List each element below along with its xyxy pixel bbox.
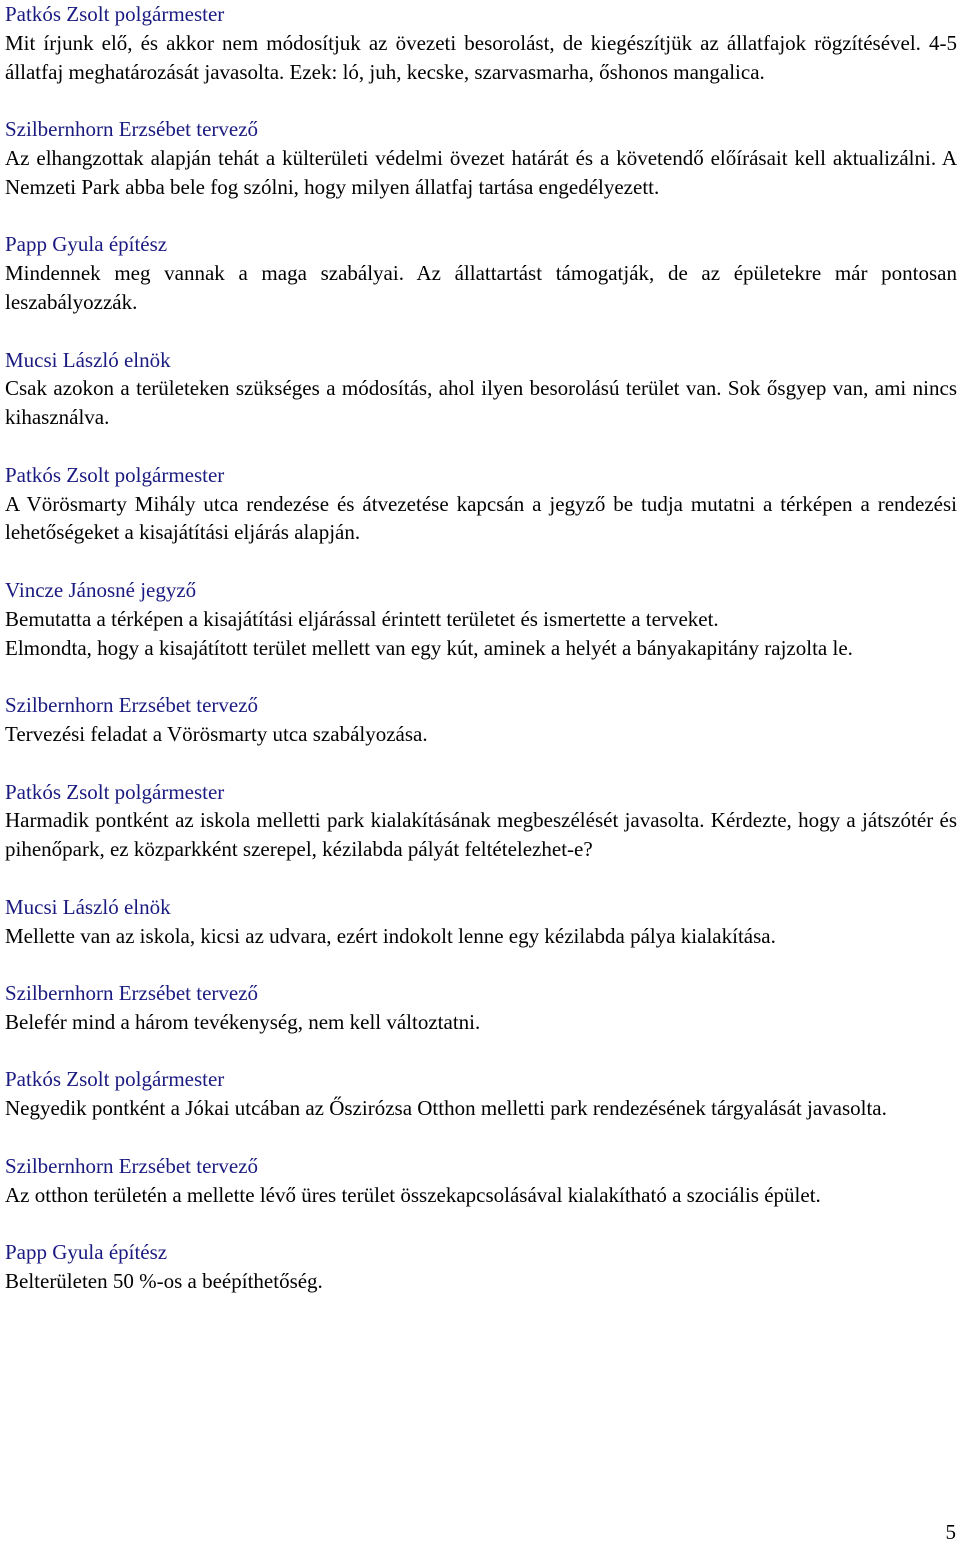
minutes-page [5,0,957,1325]
speech-text: Mit írjunk elő, és akkor nem módosítjuk az övezeti besorolást, de kiegészítjük az állatfajok rögzítésével. 4-5 állatfaj meghatározását javasolta. Ezek: ló, juh, kecske, szarvasmarha, őshonos mangalica. [5,30,957,84]
minutes-entry [5,576,957,662]
speaker-name: Patkós Zsolt polgármester [5,1067,225,1092]
speaker-name: Szilbernhorn Erzsébet tervező [5,693,259,718]
minutes-entry [5,230,957,316]
speech-text: Harmadik pontként az iskola melletti park kialakításának megbeszélését javasolta. Kérdezte, hogy a játszótér és pihenőpark, ez közparkként szerepel, kézilabda pályát feltételezhet-e? [5,808,957,862]
speech-text: Tervezési feladat a Vörösmarty utca szabályozása. [5,721,428,746]
speaker-name: Papp Gyula építész [5,1240,168,1265]
speaker-name: Vincze Jánosné jegyző [5,577,197,602]
speech-text: Az otthon területén a mellette lévő üres terület összekapcsolásával kialakítható a szociális épület. [5,1182,821,1207]
speech-text: Az elhangzottak alapján tehát a külterületi védelmi övezet határát és a követendő előírásait kell aktualizálni. A Nemzeti Park abba bele fog szólni, hogy milyen állatfaj tartása engedélyezett. [5,145,957,199]
minutes-entry [5,893,957,951]
minutes-entry [5,979,957,1037]
speech-text: Bemutatta a térképen a kisajátítási eljárással érintett területet és ismertette a terveket. Elmondta, hogy a kisajátított terület mellett van egy kút, aminek a helyét a bányakapitány rajzolta le. [5,606,853,660]
speech-text: A Vörösmarty Mihály utca rendezése és átvezetése kapcsán a jegyző be tudja mutatni a térképen a rendezési lehetőségeket a kisajátítási eljárás alapján. [5,491,957,545]
minutes-entry [5,346,957,432]
minutes-entry [5,1152,957,1210]
speaker-name: Mucsi László elnök [5,347,171,372]
minutes-entry [5,778,957,864]
minutes-entry [5,691,957,749]
minutes-entry [5,1238,957,1296]
speech-text: Mellette van az iskola, kicsi az udvara, ezért indokolt lenne egy kézilabda pálya kialakítása. [5,923,776,948]
minutes-entry [5,1065,957,1123]
speech-text: Negyedik pontként a Jókai utcában az Őszirózsa Otthon melletti park rendezésének tárgyalását javasolta. [5,1096,887,1121]
speaker-name: Patkós Zsolt polgármester [5,779,225,804]
speaker-name: Szilbernhorn Erzsébet tervező [5,117,259,142]
speech-text: Mindennek meg vannak a maga szabályai. Az állattartást támogatják, de az épületekre már pontosan leszabályozzák. [5,261,957,314]
speaker-name: Patkós Zsolt polgármester [5,2,225,26]
speaker-name: Szilbernhorn Erzsébet tervező [5,1153,259,1178]
page-number: 5 [945,1520,956,1544]
minutes-entry [5,461,957,547]
speaker-name: Papp Gyula építész [5,232,168,257]
speaker-name: Patkós Zsolt polgármester [5,462,225,487]
speech-text: Belterületen 50 %-os a beépíthetőség. [5,1269,323,1294]
speech-text: Csak azokon a területeken szükséges a módosítás, ahol ilyen besorolású terület van. Sok ősgyep van, ami nincs kihasználva. [5,376,957,430]
minutes-entry [5,0,957,86]
minutes-entry [5,115,957,201]
speech-text: Belefér mind a három tevékenység, nem kell változtatni. [5,1009,481,1034]
speaker-name: Szilbernhorn Erzsébet tervező [5,981,259,1006]
speaker-name: Mucsi László elnök [5,894,171,919]
